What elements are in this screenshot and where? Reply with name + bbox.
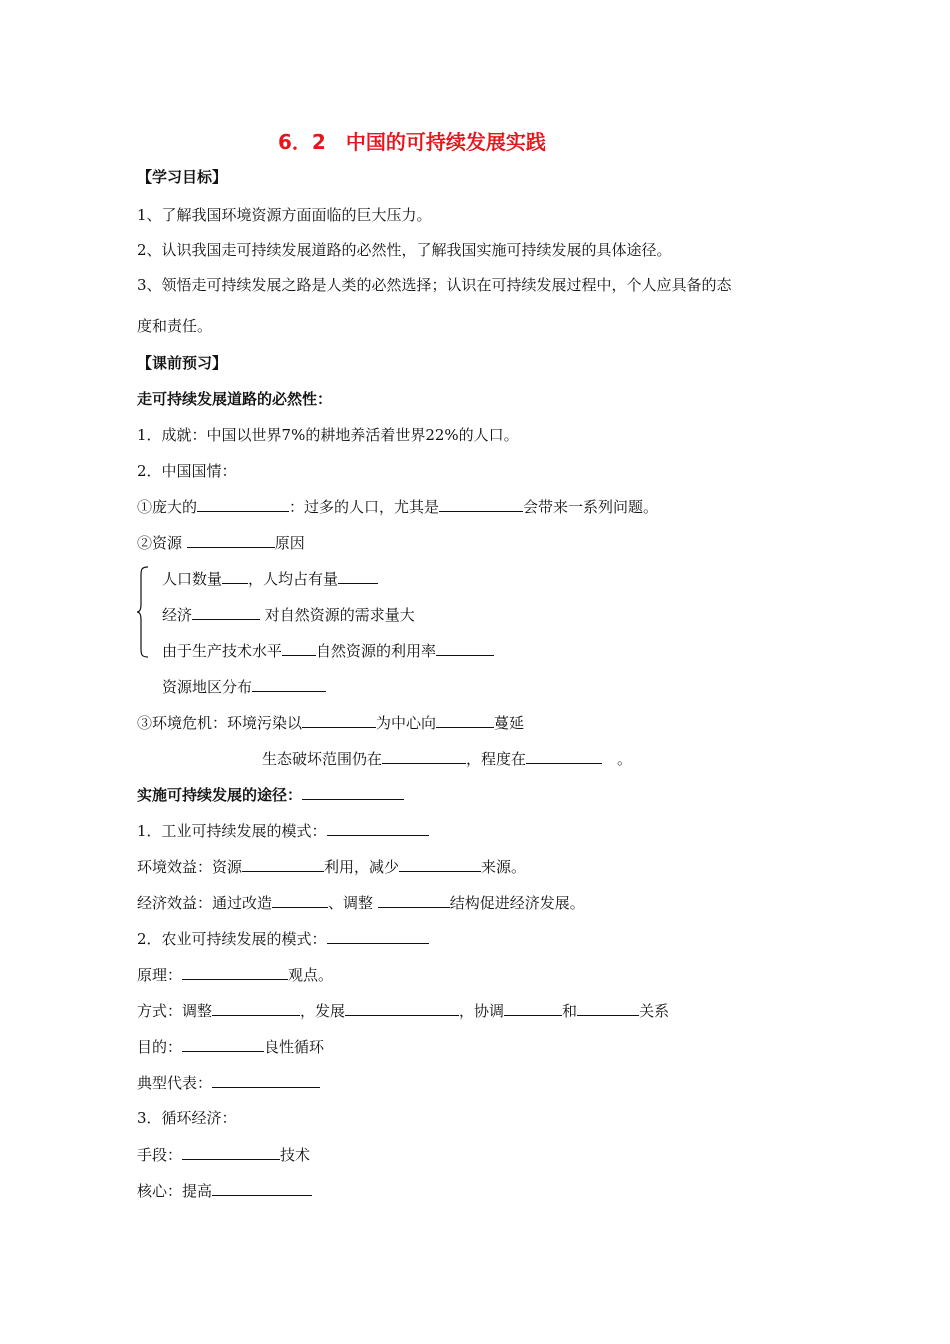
eco-benefit-line: 经济效益：通过改造 、调整 结构促进经济发展。 bbox=[137, 894, 585, 912]
typical-line: 典型代表： bbox=[137, 1072, 320, 1093]
curly-brace-icon bbox=[136, 566, 150, 658]
blank[interactable] bbox=[399, 856, 481, 872]
blank[interactable] bbox=[282, 640, 316, 656]
resource-line: ②资源 原因 bbox=[137, 534, 305, 552]
circular-line: 3．循环经济： bbox=[137, 1109, 237, 1127]
env-benefit-line: 环境效益：资源 利用，减少 来源。 bbox=[137, 858, 527, 876]
industry-line: 1．工业可持续发展的模式： bbox=[137, 820, 429, 841]
blank[interactable] bbox=[577, 1000, 639, 1016]
reason-3: 由于生产技术水平 自然资源的利用率 bbox=[162, 640, 494, 661]
core-line: 核心：提高 bbox=[137, 1180, 312, 1201]
blank[interactable] bbox=[212, 1000, 300, 1016]
blank[interactable] bbox=[252, 676, 326, 692]
purpose-line: 目的： 良性循环 bbox=[137, 1038, 325, 1056]
principle-line: 原理： 观点。 bbox=[137, 966, 334, 984]
reason-1: 人口数量 ，人均占有量 bbox=[162, 568, 378, 589]
goal-2: 2、认识我国走可持续发展道路的必然性，了解我国实施可持续发展的具体途径。 bbox=[137, 241, 672, 259]
blank[interactable] bbox=[272, 892, 328, 908]
blank[interactable] bbox=[197, 496, 289, 512]
blank[interactable] bbox=[302, 712, 376, 728]
blank[interactable] bbox=[192, 604, 260, 620]
blank[interactable] bbox=[382, 748, 466, 764]
reason-4: 资源地区分布 bbox=[162, 676, 326, 697]
ecology-line: 生态破坏范围仍在 ，程度在 。 bbox=[262, 750, 633, 768]
environment-line: ③环境危机：环境污染以 为中心向 蔓延 bbox=[137, 714, 525, 732]
path-header-line: 实施可持续发展的途径： bbox=[137, 784, 404, 805]
blank[interactable] bbox=[436, 640, 494, 656]
page-title: 6．2 中国的可持续发展实践 bbox=[278, 130, 546, 154]
blank[interactable] bbox=[526, 748, 602, 764]
blank[interactable] bbox=[378, 892, 450, 908]
goal-3: 3、领悟走可持续发展之路是人类的必然选择；认识在可持续发展过程中，个人应具备的态 bbox=[137, 276, 732, 294]
blank[interactable] bbox=[338, 568, 378, 584]
blank[interactable] bbox=[439, 496, 523, 512]
blank[interactable] bbox=[182, 1036, 264, 1052]
reason-2: 经济 对自然资源的需求量大 bbox=[162, 606, 415, 624]
blank[interactable] bbox=[504, 1000, 562, 1016]
preview-header: 【课前预习】 bbox=[137, 354, 228, 372]
achievement-line: 1．成就：中国以世界7%的耕地养活着世界22%的人口。 bbox=[137, 426, 519, 444]
blank[interactable] bbox=[327, 928, 429, 944]
blank[interactable] bbox=[436, 712, 494, 728]
blank[interactable] bbox=[212, 1180, 312, 1196]
goal-1: 1、了解我国环境资源方面面临的巨大压力。 bbox=[137, 206, 432, 224]
blank[interactable] bbox=[345, 1000, 459, 1016]
population-line: ①庞大的 ：过多的人口，尤其是 会带来一系列问题。 bbox=[137, 498, 659, 516]
goal-3-cont: 度和责任。 bbox=[137, 317, 213, 335]
national-line: 2．中国国情： bbox=[137, 462, 237, 480]
blank[interactable] bbox=[187, 532, 275, 548]
blank[interactable] bbox=[222, 568, 248, 584]
blank[interactable] bbox=[212, 1072, 320, 1088]
blank[interactable] bbox=[242, 856, 324, 872]
method-line: 方式：调整 ，发展 ，协调 和 关系 bbox=[137, 1002, 670, 1020]
blank[interactable] bbox=[182, 964, 288, 980]
blank[interactable] bbox=[327, 820, 429, 836]
agriculture-line: 2．农业可持续发展的模式： bbox=[137, 928, 429, 949]
means-line: 手段： 技术 bbox=[137, 1146, 311, 1164]
blank[interactable] bbox=[302, 784, 404, 800]
necessity-header: 走可持续发展道路的必然性： bbox=[137, 390, 333, 408]
goals-header: 【学习目标】 bbox=[137, 168, 228, 186]
blank[interactable] bbox=[182, 1144, 280, 1160]
